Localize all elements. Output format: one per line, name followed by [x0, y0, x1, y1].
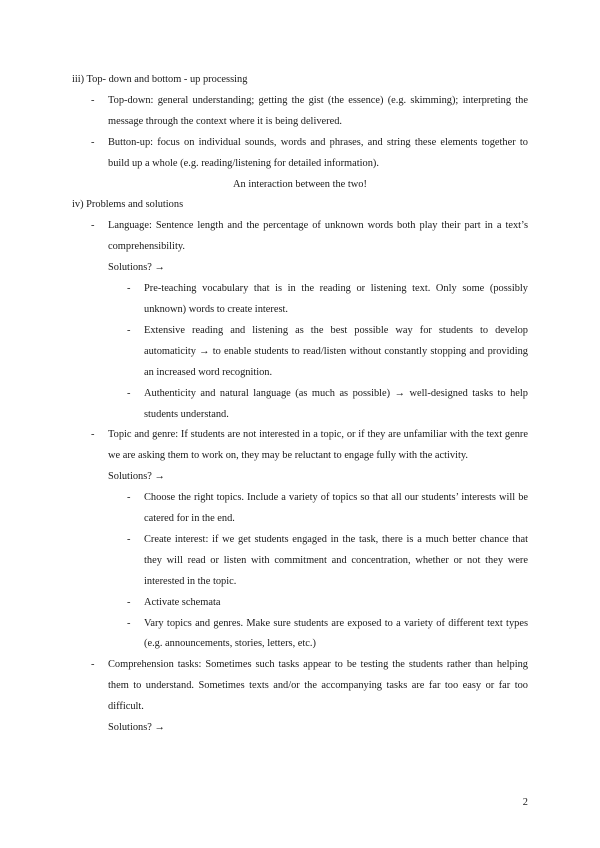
sub-item-authenticity: [72, 384, 528, 426]
section-iv-heading: iv) Problems and solutions: [72, 199, 184, 211]
center-note: An interaction between the two!: [233, 178, 367, 190]
list-item-text: Language: Sentence length and the percentage of unknown words both play their part in a text’s comprehensibility.: [108, 220, 528, 253]
list-item-bottom-up: [72, 133, 528, 175]
list-item-language: [72, 216, 528, 258]
bullet-dash: -: [91, 220, 95, 232]
list-item-text: Comprehension tasks: Sometimes such tasks appear to be testing the students rather than helping them to understand. Sometimes texts and/or the accompanying tasks are far too easy or far too difficult.: [108, 659, 528, 713]
list-item-text: Button-up: focus on individual sounds, words and phrases, and string these elements together to build up a whole (e.g. reading/listening for detailed information).: [108, 136, 528, 169]
sub-item-text: Pre-teaching vocabulary that is in the reading or listening text. Only some (possibly unknown) words to create interest.: [144, 283, 528, 315]
list-item-topic-genre: [72, 425, 528, 467]
sub-item-text: Create interest: if we get students engaged in the task, there is a much better chance that they will read or listen with commitment and concentration, whether or not they were interested in the topic.: [144, 533, 528, 587]
sub-item-pre-teaching: [72, 279, 528, 321]
sub-item-vary-topics: [72, 614, 528, 656]
list-item-comprehension-tasks: [72, 655, 528, 718]
sub-item-text: Authenticity and natural language (as much as possible) → well-designed tasks to help students understand.: [144, 387, 528, 420]
list-item-top-down: [72, 91, 528, 133]
bullet-dash: -: [91, 659, 95, 671]
bullet-dash: -: [91, 429, 95, 441]
bullet-dash: -: [127, 283, 131, 295]
sub-item-create-interest: [72, 530, 528, 593]
bullet-dash: -: [127, 596, 131, 608]
sub-item-text: Extensive reading and listening as the best possible way for students to develop automaticity → to enable students to read/listen without constantly stopping and providing an increased word recognition.: [144, 324, 528, 378]
sub-item-right-topics: [72, 488, 528, 530]
bullet-dash: -: [127, 324, 131, 336]
bullet-dash: -: [127, 492, 131, 504]
sub-item-text: Vary topics and genres. Make sure students are exposed to a variety of different text types (e.g. announcements, stories, letters, etc.): [144, 617, 528, 650]
sub-item-activate-schemata: [72, 593, 528, 614]
solutions-label: Solutions? →: [108, 262, 165, 274]
sub-item-extensive-reading: [72, 321, 528, 384]
sub-item-text: Activate schemata: [144, 596, 221, 608]
document-page: [72, 70, 528, 739]
page-number: 2: [522, 797, 528, 808]
solutions-label: Solutions? →: [108, 722, 165, 734]
bullet-dash: -: [127, 533, 131, 545]
sub-item-text: Choose the right topics. Include a variety of topics so that all our students’ interests will be catered for in the end.: [144, 492, 528, 525]
bullet-dash: -: [91, 94, 95, 106]
solutions-label: Solutions? →: [108, 471, 165, 483]
list-item-text: Topic and genre: If students are not interested in a topic, or if they are unfamiliar with the text genre we are asking them to work on, they may be reluctant to engage fully with the activity.: [108, 429, 528, 462]
bullet-dash: -: [127, 617, 131, 629]
bullet-dash: -: [91, 136, 95, 148]
list-item-text: Top-down: general understanding; getting the gist (the essence) (e.g. skimming); interpreting the message through the context where it is being delivered.: [108, 94, 528, 127]
section-iii-heading: iii) Top- down and bottom - up processing: [72, 74, 248, 85]
bullet-dash: -: [127, 387, 131, 399]
